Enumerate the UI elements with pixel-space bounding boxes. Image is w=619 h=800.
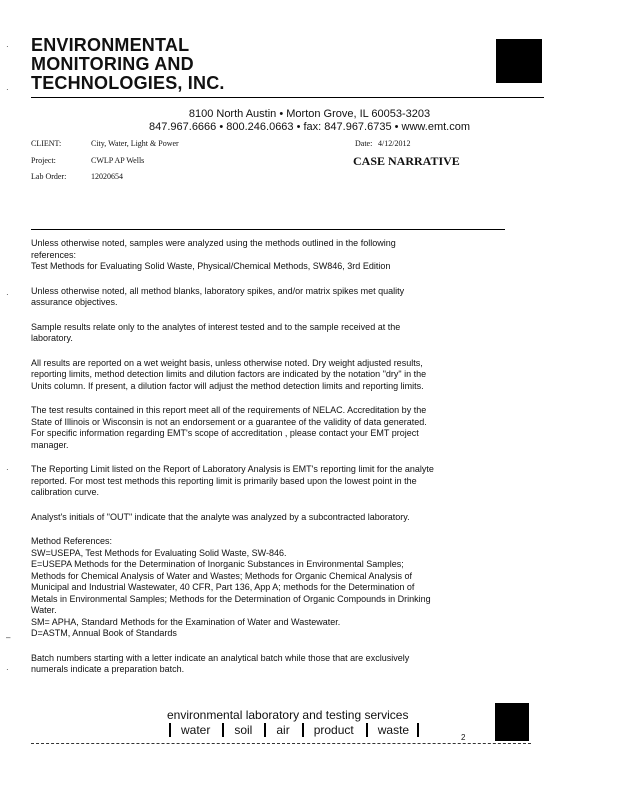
paragraph-accreditation xyxy=(31,405,501,451)
lab-order-value: 12020654 xyxy=(91,172,123,181)
client-value: City, Water, Light & Power xyxy=(91,139,179,148)
paragraph-reporting-limit xyxy=(31,464,501,499)
logo-block xyxy=(496,39,542,83)
document-title: CASE NARRATIVE xyxy=(353,154,460,168)
text-line: Sample results relate only to the analytes of interest tested and to the sample received at the xyxy=(31,321,401,332)
text-line: SM= APHA, Standard Methods for the Examination of Water and Wastewater. xyxy=(31,616,341,627)
footer-divider xyxy=(31,743,531,745)
paragraph-subcontract xyxy=(31,512,501,524)
text-line: Analyst's initials of "OUT" indicate that the analyte was analyzed by a subcontracted laboratory. xyxy=(31,511,410,522)
lab-order-label: Lab Order: xyxy=(31,172,67,181)
paragraph-batch-numbers xyxy=(31,653,501,676)
text-line: manager. xyxy=(31,439,69,450)
project-label: Project: xyxy=(31,156,56,165)
page-number: 2 xyxy=(461,733,466,742)
text-line: references: xyxy=(31,249,77,260)
text-line: Batch numbers starting with a letter indicate an analytical batch while those that are exclusively xyxy=(31,652,410,663)
client-label: CLIENT: xyxy=(31,139,62,148)
category-soil: soil xyxy=(222,723,260,737)
category-air: air xyxy=(264,723,297,737)
text-line: assurance objectives. xyxy=(31,297,118,307)
date-label: Date: xyxy=(355,139,373,148)
text-line: Method References: xyxy=(31,536,113,546)
text-line: D=ASTM, Annual Book of Standards xyxy=(31,628,177,638)
footer-categories xyxy=(169,723,419,737)
footer-logo-block xyxy=(495,703,529,741)
text-line: Units column. If present, a dilution factor will adjust the method detection limits and reporting limits. xyxy=(31,380,424,391)
text-line: The Reporting Limit listed on the Report of Laboratory Analysis is EMT's reporting limit for the analyte xyxy=(31,464,434,474)
narrative-body xyxy=(31,238,501,689)
paragraph-method-references xyxy=(31,536,501,640)
text-line: Methods for Chemical Analysis of Water and Wastes; Methods for Organic Chemical Analysis of xyxy=(31,570,412,581)
text-line: laboratory. xyxy=(31,333,73,343)
project-value: CWLP AP Wells xyxy=(91,156,145,165)
text-line: calibration curve. xyxy=(31,487,100,497)
scan-margin-mark: · xyxy=(6,85,9,94)
paragraph-wet-weight xyxy=(31,358,501,393)
text-line: E=USEPA Methods for the Determination of Inorganic Substances in Environmental Samples; xyxy=(31,559,404,569)
text-line: Water. xyxy=(31,605,57,615)
paragraph-results-scope xyxy=(31,322,501,345)
scan-margin-mark: · xyxy=(6,42,9,51)
company-name-line-2: MONITORING AND xyxy=(31,54,194,74)
scan-margin-mark: · xyxy=(6,665,9,674)
paragraph-methods xyxy=(31,238,501,273)
company-contact: 847.967.6666 • 800.246.0663 • fax: 847.967.6735 • www.emt.com xyxy=(149,121,470,133)
text-line: Municipal and Industrial Wastewater, 40 CFR, Part 136, App A; methods for the Determination of xyxy=(31,582,415,592)
text-line: reported. For most test methods this reporting limit is primarily based upon the lowest point in the xyxy=(31,475,417,486)
scan-margin-mark: · xyxy=(6,290,9,299)
text-line: numerals indicate a preparation batch. xyxy=(31,664,185,674)
header-divider xyxy=(31,97,544,98)
company-address: 8100 North Austin • Morton Grove, IL 60053-3203 xyxy=(188,108,431,120)
scan-margin-mark: – xyxy=(6,633,11,642)
footer-tagline: environmental laboratory and testing services xyxy=(167,708,409,722)
text-line: The test results contained in this report meet all of the requirements of NELAC. Accreditation by the xyxy=(31,405,427,415)
scan-margin-mark: · xyxy=(6,465,9,474)
text-line: Test Methods for Evaluating Solid Waste, Physical/Chemical Methods, SW846, 3rd Edition xyxy=(31,261,391,271)
category-water: water xyxy=(169,723,218,737)
text-line: All results are reported on a wet weight basis, unless otherwise noted. Dry weight adjusted results, xyxy=(31,357,423,368)
text-line: SW=USEPA, Test Methods for Evaluating Solid Waste, SW-846. xyxy=(31,547,287,558)
text-line: Unless otherwise noted, all method blanks, laboratory spikes, and/or matrix spikes met quality xyxy=(31,285,405,296)
company-name xyxy=(31,36,225,93)
text-line: State of Illinois or Wisconsin is not an endorsement or a guarantee of the validity of data generated. xyxy=(31,416,427,427)
category-product: product xyxy=(302,723,362,737)
text-line: Unless otherwise noted, samples were analyzed using the methods outlined in the following xyxy=(31,238,396,248)
category-waste: waste xyxy=(366,723,419,737)
company-name-line-3: TECHNOLOGIES, INC. xyxy=(31,73,225,93)
text-line: reporting limits, method detection limits and dilution factors are indicated by the notation "dry" in the xyxy=(31,369,427,379)
paragraph-qa xyxy=(31,286,501,309)
text-line: For specific information regarding EMT's scope of accreditation , please contact your EMT project xyxy=(31,428,419,438)
section-divider xyxy=(31,229,505,230)
date-value: 4/12/2012 xyxy=(378,139,411,148)
company-name-line-1: ENVIRONMENTAL xyxy=(31,35,190,55)
text-line: Metals in Environmental Samples; Methods for the Determination of Organic Compounds in Drinking xyxy=(31,593,431,604)
